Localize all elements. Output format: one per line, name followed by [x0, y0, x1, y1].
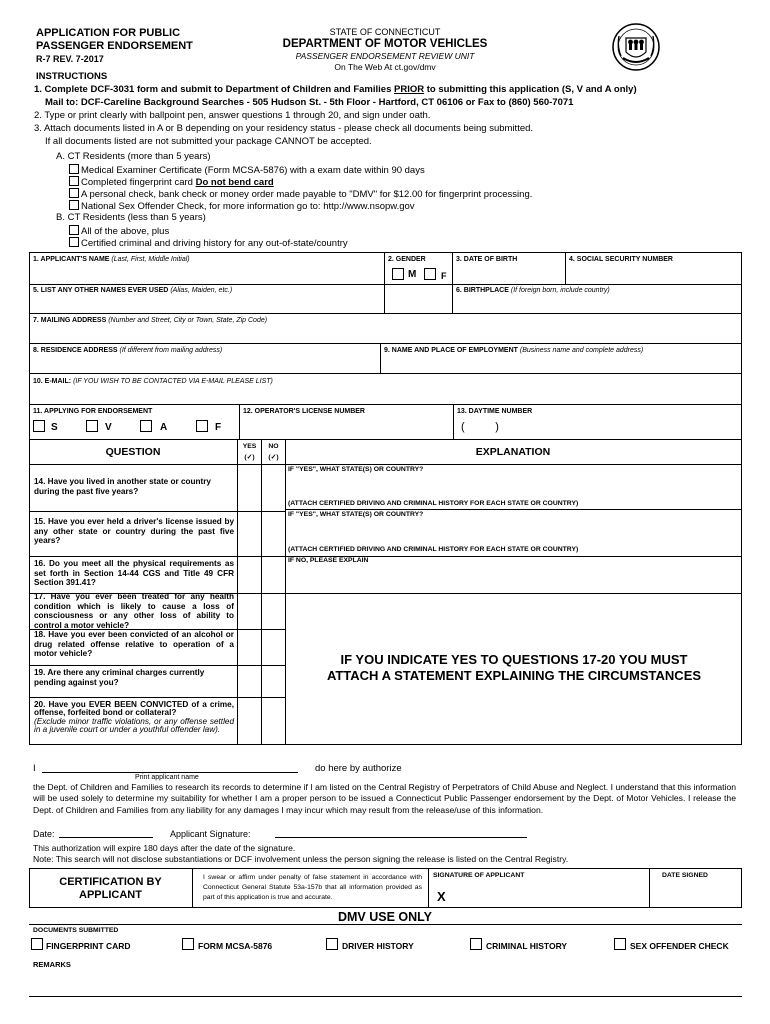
gender-m-checkbox[interactable]: [392, 268, 404, 280]
certification-title-line1: CERTIFICATION BY: [59, 876, 162, 888]
checkbox[interactable]: [69, 176, 79, 186]
q17-yes-cell[interactable]: [238, 594, 261, 628]
dmv-sex-offender-label: SEX OFFENDER CHECK: [630, 941, 729, 951]
doc-sex-offender-check[interactable]: National Sex Offender Check, for more information go to: http://www.nsopw.gov: [69, 200, 415, 212]
notice-line-1: IF YOU INDICATE YES TO QUESTIONS 17-20 YOU MUST: [340, 652, 688, 667]
birthplace-label: 6. BIRTHPLACE (If foreign born, include country): [456, 287, 610, 294]
question-14: 14. Have you lived in another state or country during the past five years?: [34, 477, 211, 496]
unit-name: PASSENGER ENDORSEMENT REVIEW UNIT: [295, 51, 475, 61]
instruction-2: 2. Type or print clearly with ballpoint pen, answer questions 1 through 20, and sign under oath.: [34, 110, 431, 121]
instruction-3-note: If all documents listed are not submitted your package CANNOT be accepted.: [45, 136, 372, 147]
authorization-text: do here by authorize: [315, 763, 402, 774]
question-16: 16. Do you meet all the physical requirements as set forth in Section 14-44 CGS and Title 49 CFR Section 391.41?: [34, 559, 234, 588]
certification-oath: I swear or affirm under penalty of false statement in accordance with Connecticut General Statute 53a-157b that all information provided as part of this application is true and accurate.: [203, 874, 422, 901]
q14-explanation-input[interactable]: [287, 475, 740, 499]
dmv-driver-history-label: DRIVER HISTORY: [342, 941, 414, 951]
applicant-signature-input[interactable]: [275, 824, 527, 837]
daytime-number-input[interactable]: [455, 416, 739, 438]
dmv-mcsa-label: FORM MCSA-5876: [198, 941, 273, 951]
department-name: DEPARTMENT OF MOTOR VEHICLES: [282, 38, 488, 50]
endorsement-a-label: A: [160, 422, 168, 433]
applicant-name-label: 1. APPLICANT'S NAME (Last, First, Middle Initial): [33, 256, 190, 263]
documents-submitted-label: DOCUMENTS SUBMITTED: [33, 927, 119, 934]
q14-no-cell[interactable]: [262, 465, 285, 510]
q18-no-cell[interactable]: [262, 630, 285, 664]
question-column-header: QUESTION: [105, 446, 161, 458]
birthplace-input[interactable]: [454, 295, 740, 312]
endorsement-f-checkbox[interactable]: [196, 420, 208, 432]
instructions-heading: INSTRUCTIONS: [36, 71, 108, 82]
remarks-input[interactable]: [31, 970, 741, 994]
endorsement-s-checkbox[interactable]: [33, 420, 45, 432]
dmv-mcsa-checkbox[interactable]: [182, 938, 194, 950]
q14-yes-cell[interactable]: [238, 465, 261, 510]
authorization-i: I: [33, 763, 36, 774]
checkbox[interactable]: [69, 237, 79, 247]
dmv-fingerprint-checkbox[interactable]: [31, 938, 43, 950]
group-b-label: B. CT Residents (less than 5 years): [56, 212, 206, 223]
dmv-fingerprint-label: FINGERPRINT CARD: [46, 941, 131, 951]
license-number-input[interactable]: [241, 416, 451, 438]
form-title-line2: PASSENGER ENDORSEMENT: [36, 40, 193, 52]
applicant-name-input[interactable]: [31, 264, 383, 283]
certification-signature-input[interactable]: [452, 882, 647, 906]
q16-yes-cell[interactable]: [238, 557, 261, 592]
question-19: 19. Are there any criminal charges currently pending against you?: [34, 668, 205, 687]
q20-no-cell[interactable]: [262, 698, 285, 743]
checkbox[interactable]: [69, 188, 79, 198]
endorsement-v-checkbox[interactable]: [86, 420, 98, 432]
instruction-1-mail: Mail to: DCF-Careline Background Searches - 505 Hudson St. - 5th Floor - Hartford, CT 06106 or Fax to (860) 560-7071: [45, 97, 574, 108]
dob-label: 3. DATE OF BIRTH: [456, 256, 518, 263]
doc-payment[interactable]: A personal check, bank check or money order made payable to "DMV" for $12.00 for fingerprint processing.: [69, 188, 532, 200]
remarks-label: REMARKS: [33, 960, 71, 969]
dmv-criminal-history-label: CRIMINAL HISTORY: [486, 941, 568, 951]
ssn-input[interactable]: [567, 264, 740, 283]
authorization-body: the Dept. of Children and Families to research its records to determine if I am listed on the Central Registry of Perpetrators of Child Abuse and Neglect. I understand that this information will be used solely to determine my suitability for whether I am a proper person to be issued a Connecticut Public Passenger endorsement by the Dept. of Motor Vehicles. I release the Dept. of Children and Families from any liability for any damages I may incur which may result from the release/use of this information.: [33, 782, 736, 815]
authorization-note: Note: This search will not disclose substantiations or DCF involvement unless the person signing the release is listed on the Central Registry.: [33, 854, 569, 864]
form-title-line1: APPLICATION FOR PUBLIC: [36, 27, 181, 39]
residence-address-label: 8. RESIDENCE ADDRESS (If different from mailing address): [33, 347, 223, 354]
q19-no-cell[interactable]: [262, 666, 285, 696]
applicant-signature-label: Applicant Signature:: [170, 829, 251, 839]
date-signed-label: DATE SIGNED: [662, 872, 708, 879]
endorsement-s-label: S: [51, 422, 58, 433]
authorization-expire: This authorization will expire 180 days after the date of the signature.: [33, 843, 296, 853]
gender-label: 2. GENDER: [388, 256, 426, 263]
residence-address-input[interactable]: [31, 355, 379, 372]
question-15: 15. Have you ever held a driver's license issued by any other state or country during the past five years?: [34, 517, 234, 546]
other-names-label: 5. LIST ANY OTHER NAMES EVER USED (Alias, Maiden, etc.): [33, 287, 233, 294]
endorsement-v-label: V: [105, 422, 112, 433]
signature-x-mark: X: [437, 889, 446, 904]
q16-no-cell[interactable]: [262, 557, 285, 592]
print-name-caption: Print applicant name: [135, 774, 199, 781]
daytime-number-label: 13. DAYTIME NUMBER: [457, 408, 533, 415]
q15-attach-note: (ATTACH CERTIFIED DRIVING AND CRIMINAL HISTORY FOR EACH STATE OR COUNTRY): [288, 546, 579, 553]
form-number: R-7 REV. 7-2017: [36, 54, 104, 64]
gender-f-checkbox[interactable]: [424, 268, 436, 280]
q20-yes-cell[interactable]: [238, 698, 261, 743]
date-signed-input[interactable]: [651, 882, 740, 906]
mailing-address-input[interactable]: [31, 325, 739, 342]
mailing-address-label: 7. MAILING ADDRESS (Number and Street, City or Town, State, Zip Code): [33, 317, 268, 324]
doc-fingerprint-card[interactable]: Completed fingerprint card Do not bend card: [69, 176, 274, 188]
dob-input[interactable]: [454, 264, 564, 283]
q16-explanation-prompt: IF NO, PLEASE EXPLAIN: [288, 557, 369, 564]
endorsement-f-label: F: [215, 422, 222, 433]
checkbox[interactable]: [69, 164, 79, 174]
question-20: 20. Have you EVER BEEN CONVICTED of a crime, offense, forfeited bond or collateral? (Exclude minor traffic violations, or any offense settled in a juvenile court or under a youthful offender law).: [34, 700, 234, 735]
doc-all-above[interactable]: All of the above, plus: [69, 225, 169, 237]
instruction-3: 3. Attach documents listed in A or B depending on your residency status - please check all documents being submitted.: [34, 123, 534, 134]
authorization-date-input[interactable]: [59, 824, 153, 837]
website: On The Web At ct.gov/dmv: [334, 62, 436, 72]
group-a-label: A. CT Residents (more than 5 years): [56, 151, 211, 162]
q15-yes-cell[interactable]: [238, 512, 261, 555]
checkbox[interactable]: [69, 225, 79, 235]
phone-area-code: ( ): [461, 421, 499, 433]
certification-title-line2: APPLICANT: [79, 889, 142, 901]
q15-no-cell[interactable]: [262, 512, 285, 555]
no-check-mark: (✓): [268, 454, 279, 461]
email-input[interactable]: [31, 386, 739, 403]
date-label: Date:: [33, 829, 55, 839]
notice-line-2: ATTACH A STATEMENT EXPLAINING THE CIRCUMSTANCES: [326, 668, 702, 683]
employment-label: 9. NAME AND PLACE OF EMPLOYMENT (Business name and complete address): [384, 347, 644, 354]
state-name: STATE OF CONNECTICUT: [329, 27, 441, 37]
no-column-header: NO: [268, 443, 279, 450]
gender-m-label: M: [408, 269, 417, 280]
dmv-sex-offender-checkbox[interactable]: [614, 938, 626, 950]
dmv-use-only-title: DMV USE ONLY: [337, 910, 432, 924]
q19-yes-cell[interactable]: [238, 666, 261, 696]
q17-no-cell[interactable]: [262, 594, 285, 628]
instruction-1: 1. Complete DCF-3031 form and submit to Department of Children and Families PRIOR to submitting this application (S, V and A only): [34, 84, 637, 95]
print-applicant-name-input[interactable]: [42, 758, 298, 772]
dmv-criminal-history-checkbox[interactable]: [470, 938, 482, 950]
question-17: 17. Have you ever been treated for any health condition which is likely to cause a loss of consciousness or any other loss of ability to control a motor vehicle?: [34, 592, 234, 630]
endorsement-label: 11. APPLYING FOR ENDORSEMENT: [33, 408, 153, 415]
employment-input[interactable]: [382, 355, 740, 372]
gender-f-label: F: [441, 271, 447, 281]
q18-yes-cell[interactable]: [238, 630, 261, 664]
email-label: 10. E-MAIL: (IF YOU WISH TO BE CONTACTED VIA E-MAIL PLEASE LIST): [33, 378, 273, 385]
license-number-label: 12. OPERATOR'S LICENSE NUMBER: [243, 408, 365, 415]
checkbox[interactable]: [69, 200, 79, 210]
signature-of-applicant-label: SIGNATURE OF APPLICANT: [433, 872, 525, 879]
q15-explanation-prompt: IF "YES", WHAT STATE(S) OR COUNTRY?: [288, 511, 424, 518]
q14-explanation-prompt: IF "YES", WHAT STATE(S) OR COUNTRY?: [288, 466, 424, 473]
q15-explanation-input[interactable]: [287, 520, 740, 544]
q16-explanation-input[interactable]: [287, 566, 740, 592]
question-18: 18. Have you ever been convicted of an alcohol or drug related offense relative to operation of a motor vehicle?: [34, 630, 234, 659]
endorsement-a-checkbox[interactable]: [140, 420, 152, 432]
q14-attach-note: (ATTACH CERTIFIED DRIVING AND CRIMINAL HISTORY FOR EACH STATE OR COUNTRY): [288, 500, 579, 507]
other-names-input[interactable]: [31, 295, 451, 312]
ssn-label: 4. SOCIAL SECURITY NUMBER: [569, 256, 673, 263]
explanation-column-header: EXPLANATION: [475, 446, 551, 458]
yes-check-mark: (✓): [244, 454, 255, 461]
yes-column-header: YES: [242, 443, 257, 450]
doc-out-of-state-history[interactable]: Certified criminal and driving history for any out-of-state/country: [69, 237, 348, 249]
dmv-driver-history-checkbox[interactable]: [326, 938, 338, 950]
connecticut-seal-icon: [611, 22, 661, 72]
doc-medical-certificate[interactable]: Medical Examiner Certificate (Form MCSA-5876) with a exam date within 90 days: [69, 164, 425, 176]
